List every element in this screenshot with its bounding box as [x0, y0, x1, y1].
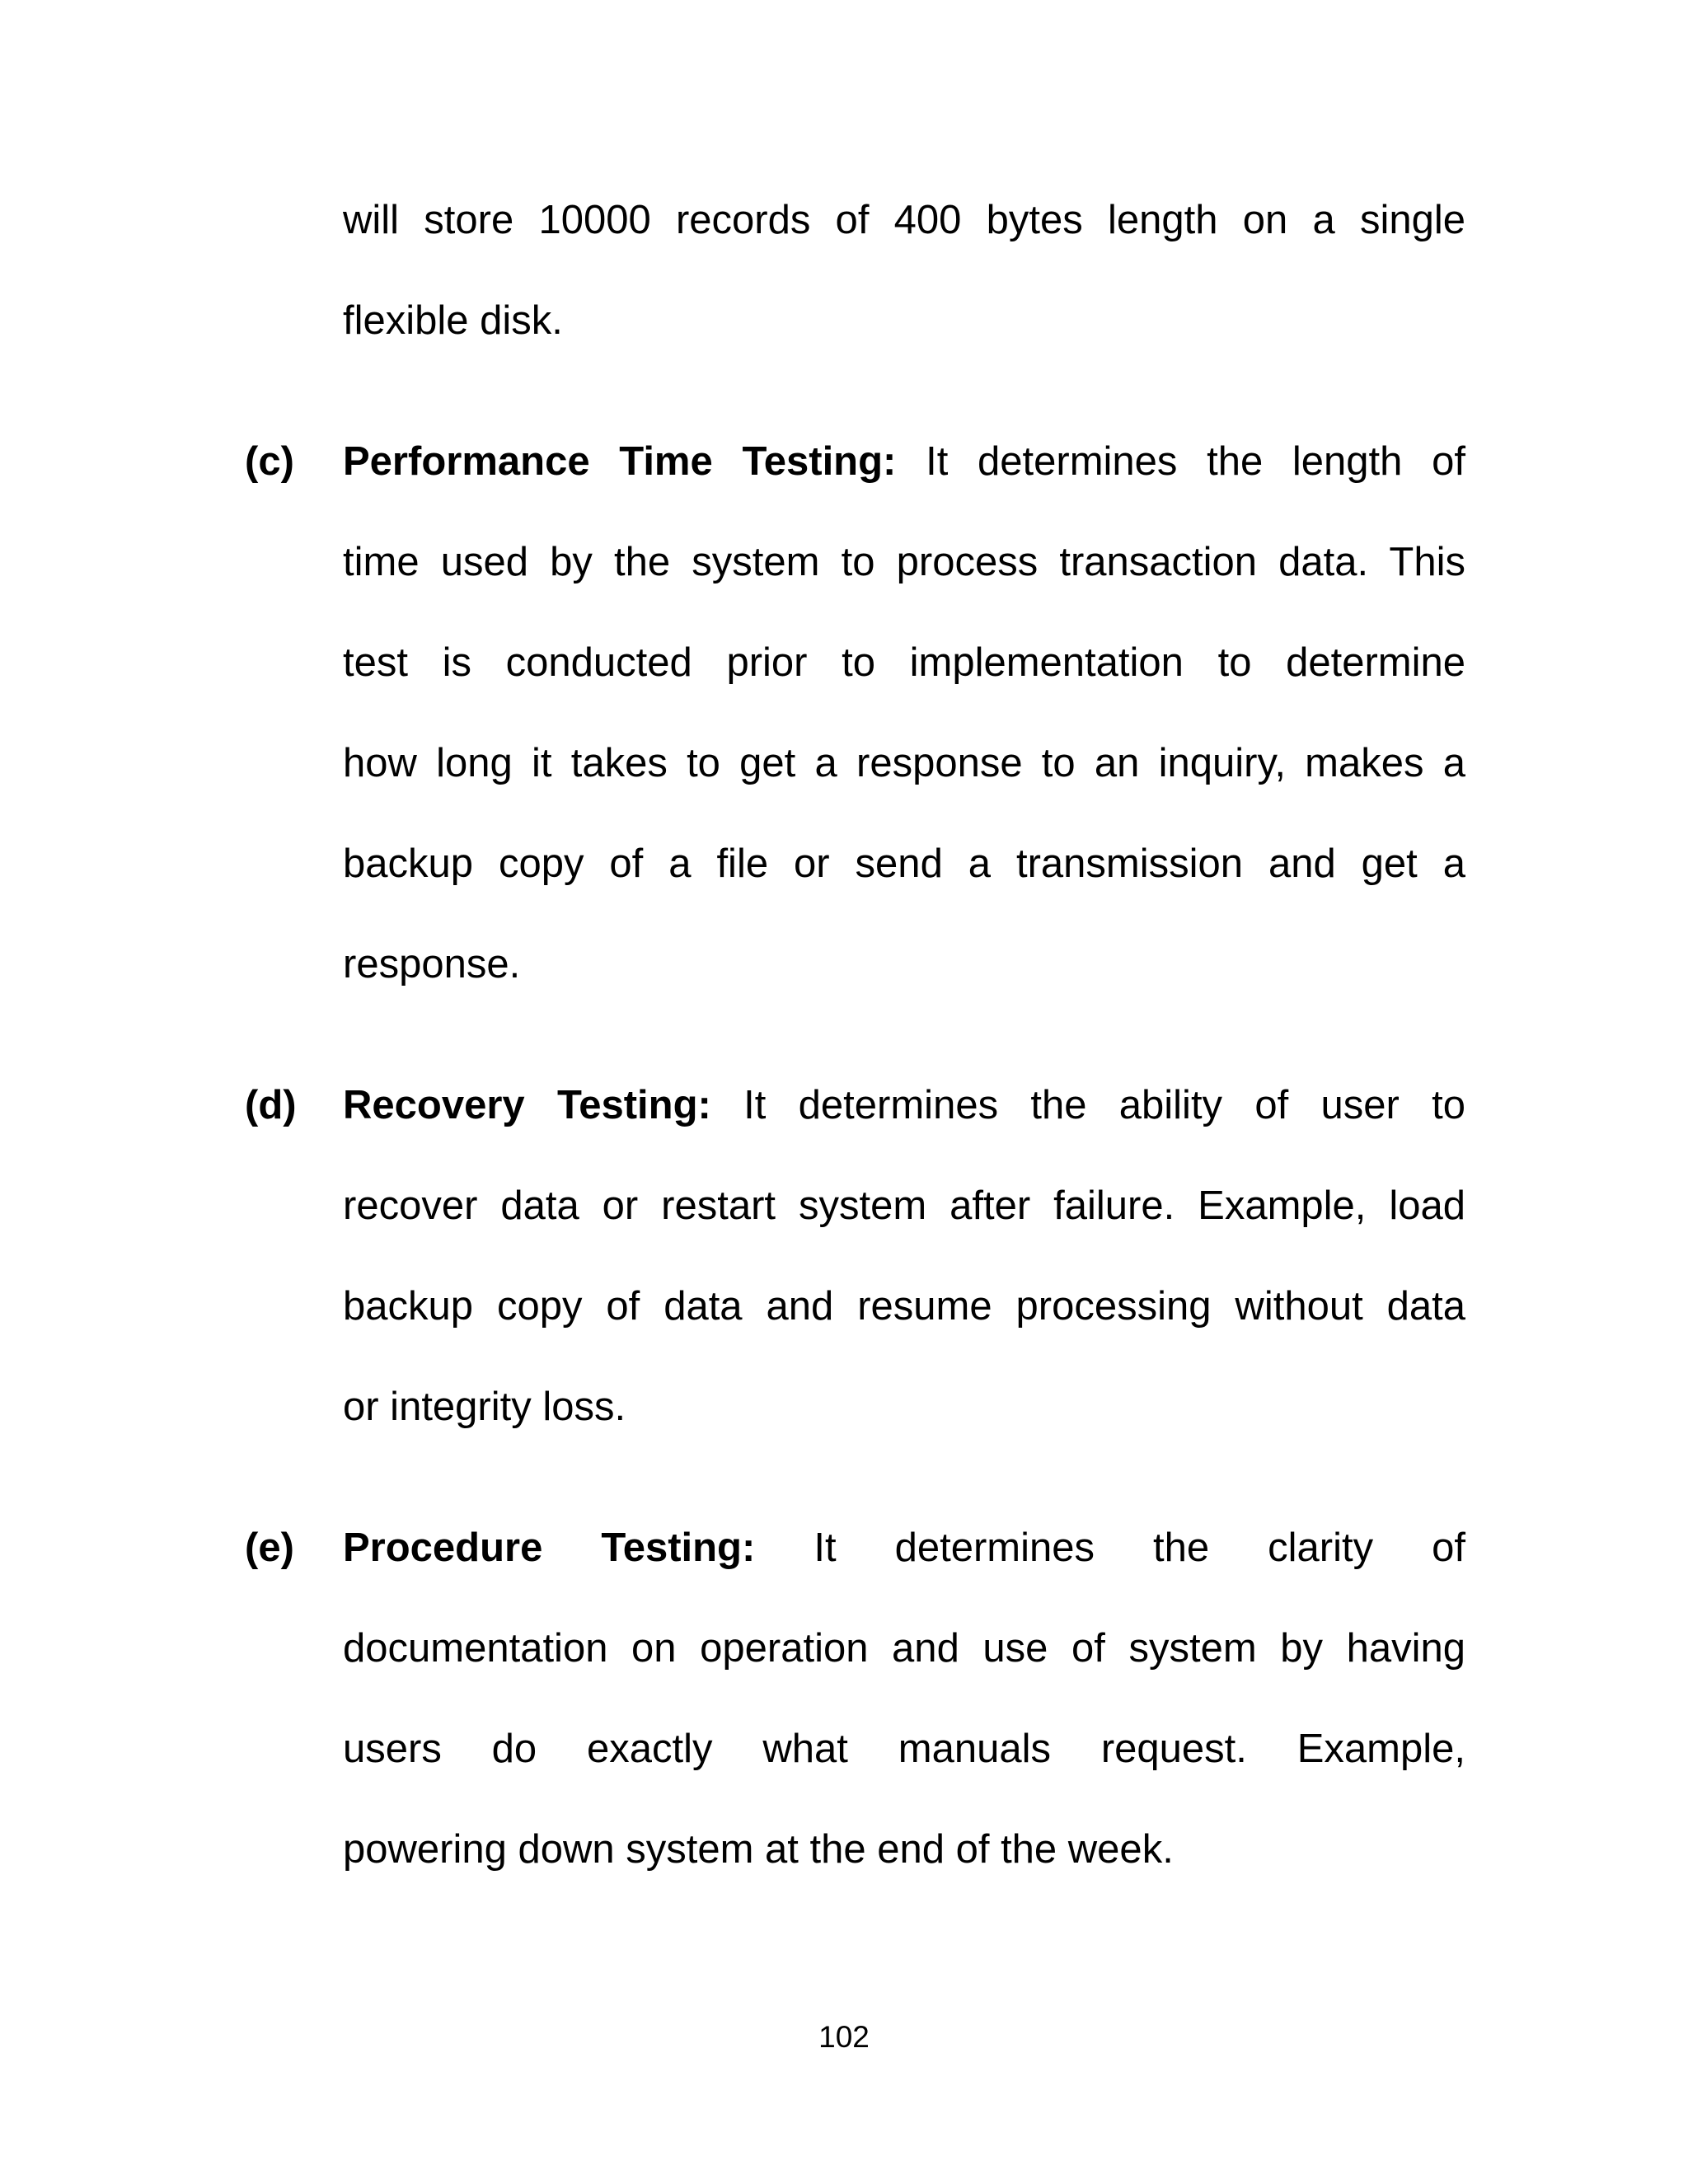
- item-e-line-4: powering down system at the end of the week.: [343, 1827, 1174, 1872]
- item-e-marker: (e): [245, 1526, 294, 1570]
- item-d-line-3: backup copy of data and resume processing without data: [343, 1284, 1465, 1329]
- item-c-first-line-text: It determines the length of: [896, 439, 1465, 484]
- item-c-line-4: how long it takes to get a response to an inquiry, makes a: [343, 741, 1465, 785]
- item-d-marker: (d): [245, 1083, 297, 1127]
- item-d-first-line-text: It determines the ability of user to: [710, 1083, 1466, 1127]
- item-d-line-2: recover data or restart system after failure. Example, load: [343, 1183, 1465, 1228]
- item-d-line-4: or integrity loss.: [343, 1385, 626, 1429]
- item-e-line-2: documentation on operation and use of system by having: [343, 1626, 1465, 1671]
- intro-line-2: flexible disk.: [343, 298, 563, 343]
- item-c-line-3: test is conducted prior to implementation to determine: [343, 640, 1465, 685]
- item-c-first-line: [343, 437, 1465, 486]
- item-e-first-line-text: It determines the clarity of: [755, 1526, 1465, 1570]
- item-e-term: Procedure Testing:: [343, 1526, 756, 1570]
- item-d-term: Recovery Testing:: [343, 1083, 711, 1127]
- item-c-term: Performance Time Testing:: [343, 439, 897, 484]
- item-d-first-line: [343, 1080, 1465, 1130]
- item-c-line-6: response.: [343, 942, 521, 987]
- item-c-line-5: backup copy of a file or send a transmission and get a: [343, 841, 1465, 886]
- item-c-marker: (c): [245, 439, 294, 484]
- item-e-line-3: users do exactly what manuals request. Example,: [343, 1727, 1465, 1771]
- intro-line-1: will store 10000 records of 400 bytes length on a single: [343, 198, 1465, 242]
- item-e-first-line: [343, 1523, 1465, 1572]
- item-c-line-2: time used by the system to process transaction data. This: [343, 540, 1465, 584]
- page-number: 102: [818, 2020, 870, 2054]
